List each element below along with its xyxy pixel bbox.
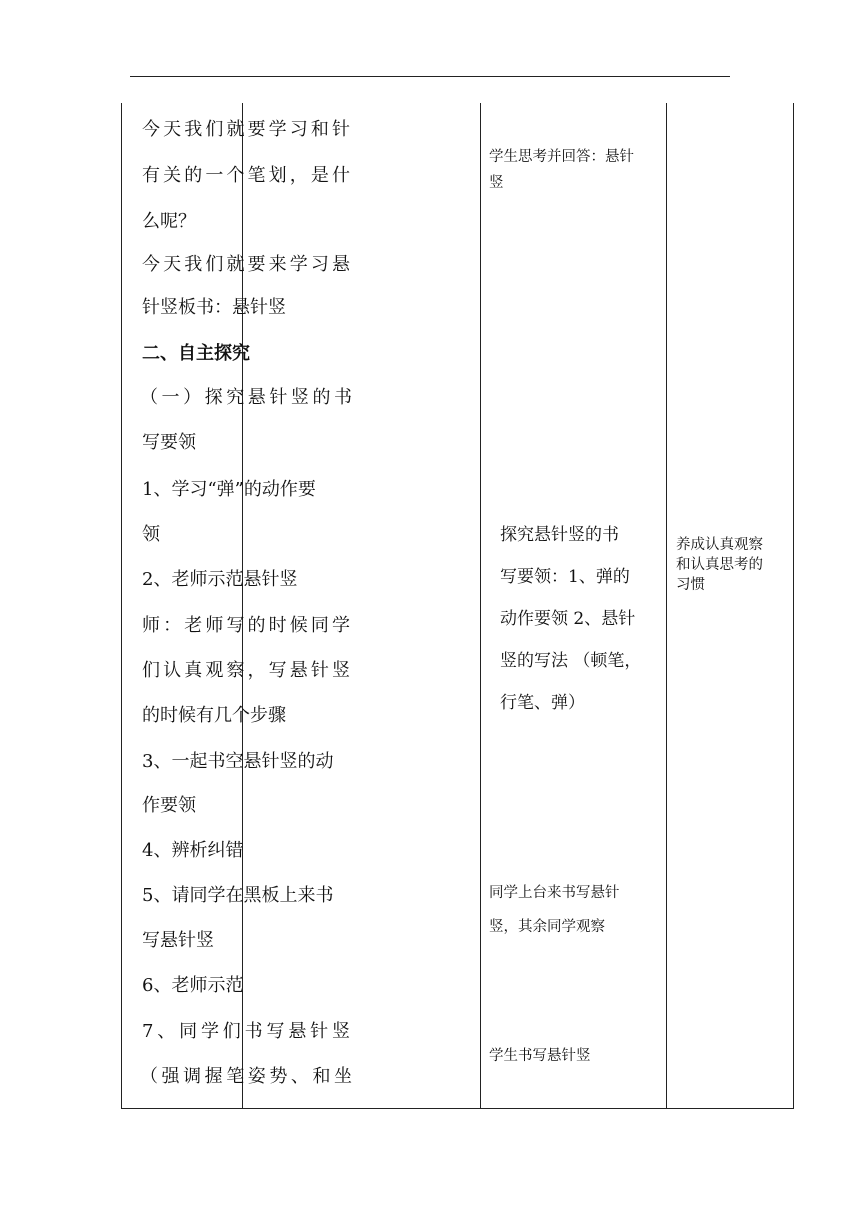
table-border-right bbox=[793, 103, 794, 1109]
header-rule bbox=[130, 76, 730, 77]
text-line: 和认真思考的 bbox=[676, 557, 763, 573]
teacher-line: 写要领 bbox=[142, 432, 196, 453]
text-line: 同学上台来书写悬针 bbox=[489, 885, 620, 901]
teacher-line: 6、老师示范 bbox=[142, 975, 244, 996]
teacher-line: 的时候有几个步骤 bbox=[142, 705, 286, 726]
teacher-line: 3、一起书空悬针竖的动 bbox=[142, 751, 334, 772]
table-border-left bbox=[121, 103, 122, 1109]
teacher-line: 4、辨析纠错 bbox=[142, 840, 244, 861]
text-line: 学生思考并回答：悬针 bbox=[489, 149, 634, 165]
teacher-line: 写悬针竖 bbox=[142, 930, 214, 951]
column-divider-3 bbox=[666, 103, 667, 1109]
text-line: 竖，其余同学观察 bbox=[489, 919, 605, 935]
text-line: 养成认真观察 bbox=[676, 537, 763, 553]
teacher-line: 师：老师写的时候同学 bbox=[142, 615, 350, 636]
text-line: 竖 bbox=[489, 175, 504, 191]
teacher-line: 作要领 bbox=[142, 795, 196, 816]
teacher-line: 领 bbox=[142, 524, 160, 545]
student-answer-text bbox=[489, 144, 659, 196]
student-explore-text bbox=[500, 514, 660, 724]
text-line: 行笔、弹） bbox=[500, 693, 585, 713]
teacher-line: 7、同学们书写悬针竖 bbox=[142, 1021, 350, 1042]
section-heading: 二、自主探究 bbox=[142, 343, 250, 364]
teacher-line: 5、请同学在黑板上来书 bbox=[142, 885, 334, 906]
teacher-line: （一）探究悬针竖的书 bbox=[140, 387, 352, 408]
teacher-line: 2、老师示范悬针竖 bbox=[142, 569, 298, 590]
teacher-line: 今天我们就要学习和针 bbox=[142, 119, 350, 140]
design-intent-text bbox=[676, 535, 792, 595]
student-board-text bbox=[489, 876, 659, 944]
text-line: 探究悬针竖的书 bbox=[500, 525, 619, 545]
teacher-line: （强调握笔姿势、和坐 bbox=[140, 1066, 352, 1087]
text-line: 动作要领 2、悬针 bbox=[500, 609, 636, 629]
teacher-line: 针竖板书：悬针竖 bbox=[142, 297, 286, 318]
teacher-line: 么呢？ bbox=[142, 211, 196, 232]
text-line: 竖的写法 （顿笔， bbox=[500, 651, 642, 671]
teacher-line: 1、学习“弹”的动作要 bbox=[142, 479, 316, 500]
teacher-line: 有关的一个笔划，是什 bbox=[142, 165, 350, 186]
text-line: 写要领：1、弹的 bbox=[500, 567, 630, 587]
table-border-bottom bbox=[121, 1108, 794, 1109]
column-divider-2 bbox=[480, 103, 481, 1109]
text-line: 习惯 bbox=[676, 577, 705, 593]
teacher-line: 今天我们就要来学习悬 bbox=[142, 254, 350, 275]
teacher-line: 们认真观察，写悬针竖 bbox=[142, 660, 350, 681]
student-write-text: 学生书写悬针竖 bbox=[489, 1048, 591, 1064]
